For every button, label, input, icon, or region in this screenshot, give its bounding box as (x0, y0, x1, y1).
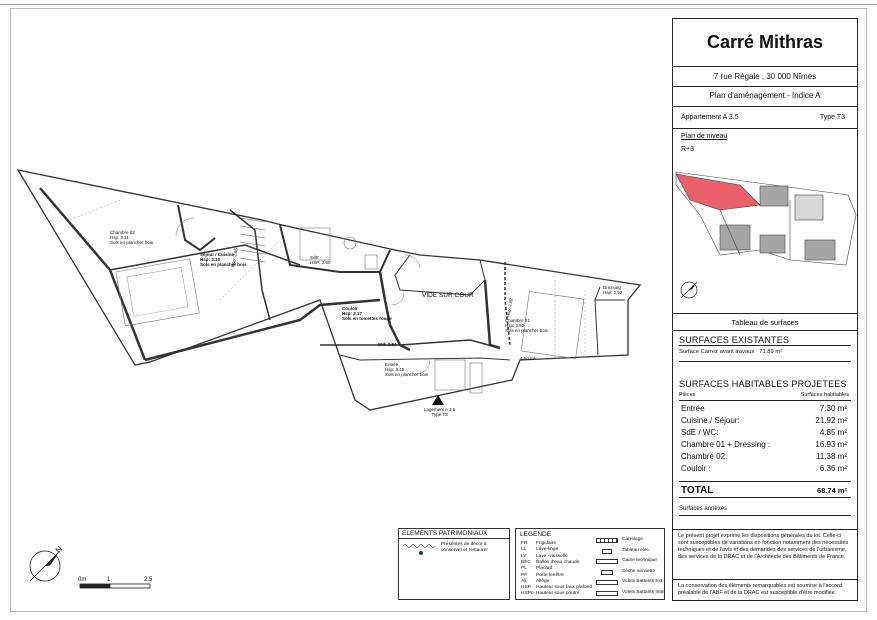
total-value: 68.74 m² (816, 486, 847, 495)
dim-label: Hsp: 2.65 (230, 247, 239, 268)
apartment-cell (673, 107, 857, 129)
apartment-type: Type T3 (819, 114, 845, 121)
tableau-title-cell (673, 314, 857, 331)
carrez-value: 71.89 m² (759, 349, 783, 355)
projetees-title: SURFACES HABITABLES PROJETEES (679, 379, 847, 389)
room-label-sejour: Séjour / Cuisine Hsp: 3.10 Sols en plancher bois (200, 252, 247, 268)
legende-code: All. (521, 578, 528, 584)
legende-label: Lave -vaisselle (536, 553, 568, 559)
ext-shutter-icon (596, 580, 618, 585)
tableau-title: Tableau de surfaces (731, 318, 799, 327)
scale-bar (80, 584, 150, 588)
dim-label: Hsp: 2.92 (505, 297, 514, 318)
total-label: TOTAL (681, 485, 714, 496)
legende-code: LL (521, 547, 527, 553)
tile-icon (596, 538, 618, 543)
elec-panel-icon (602, 549, 612, 554)
col-surfaces: Surfaces habitables (800, 392, 849, 398)
legende-label: Frigidaire (536, 541, 556, 546)
surface-row (681, 404, 847, 413)
apartment-label: Appartement A 3.5 (681, 114, 739, 121)
legende-symbol-label: Volets Battants Inter (622, 589, 665, 595)
legende-label: Hauteur sous poutre (536, 591, 580, 597)
project-name: Carré Mithras (706, 32, 824, 52)
existantes-title: SURFACES EXISTANTES (679, 335, 790, 345)
divider (679, 515, 851, 516)
legende-label: Hauteur sous faux plafond (536, 585, 593, 591)
level-label: R+3 (681, 146, 695, 153)
address-cell (673, 67, 857, 87)
legende-label: Allège (536, 578, 550, 584)
legende-symbol-label: Carrelage (622, 537, 644, 542)
carrez-label: Surface Carrez avant travaux (679, 349, 755, 355)
divider (679, 400, 851, 401)
annexes-title: Surfaces annexes (679, 506, 728, 512)
legende-label: Lave-linge (536, 547, 559, 553)
surface-value: 7.30 m² (819, 404, 847, 413)
scale-label-1: 1 (107, 577, 111, 583)
title-cell (673, 19, 857, 67)
legende-label: Porte fenêtre (536, 572, 564, 578)
plan-de-niveau-label: Plan de niveau (681, 133, 728, 140)
note-2: La conservation des éléments remarquables est soumise à l'accord préalable de l'ABF et de la DRAC est susceptible d'être modifiée. (678, 583, 842, 596)
dim-label: Wd: 2.64 (378, 342, 397, 347)
legende-code: PL (521, 566, 527, 572)
plan-title: Plan d'aménagement - Indice A (709, 91, 821, 100)
legende-box (515, 528, 665, 600)
surface-row (681, 416, 847, 425)
room-label-dressing: Dressing Hsp: 2.92 (603, 285, 623, 296)
surface-row (681, 440, 847, 449)
dim-label: 4.60 m² (520, 356, 536, 361)
north-compass-icon (30, 544, 64, 581)
key-plan-cell (673, 129, 857, 314)
legende-code: HSPo (521, 591, 534, 597)
plan-outline (18, 170, 640, 410)
legende-code: BEC (521, 559, 531, 565)
duct-icon (596, 559, 618, 564)
surface-piece: Couloir : (681, 464, 711, 473)
patrimoniaux-title: ELEMENTS PATRIMONIAUX (399, 529, 509, 539)
vide-sur-cour-label: VIDE SUR COUR (422, 292, 474, 299)
room-label-couloir: Couloir Hsp: 3.17 Sols en tomettes rouge (342, 306, 392, 322)
plan-wall (395, 255, 485, 295)
divider (679, 361, 851, 362)
int-shutter-icon (596, 591, 618, 596)
surface-row (681, 428, 847, 437)
legende-symbol-label: Gaine technique (622, 558, 657, 563)
legende-code: LV (521, 553, 527, 559)
patrimoniaux-item: Présentes de décor à conserver et restaurer (441, 542, 488, 553)
room-label-chambre-02: Chambre 02 Hsp: 3.11 Sols en plancher bois (110, 230, 154, 246)
room-label-chambre-01: Chambre 01 Hsp: 2.92 Sols en plancher bois (505, 318, 549, 334)
legende-code: HSP (521, 585, 531, 591)
surface-row (681, 464, 847, 473)
legende-symbol-label: Tableau elec. (622, 547, 651, 553)
surface-piece: Entrée (681, 404, 705, 413)
surface-piece: Chambre 01 + Dressing : (681, 440, 771, 449)
legende-code: FR (521, 541, 528, 546)
surface-value: 16.93 m² (815, 440, 847, 449)
plan-wall (595, 300, 598, 355)
plan-wall (320, 340, 500, 348)
logement-label: Logement A 3.5 Type T3 (424, 407, 456, 418)
legende-code: PF (521, 572, 528, 578)
title-block (672, 18, 858, 601)
room-label-entree: Entrée Hsp: 3.15 Sols en plancher bois (385, 362, 429, 378)
surface-value: 4.85 m² (819, 428, 847, 437)
carrez-row (679, 349, 782, 355)
plan-wall (280, 225, 390, 272)
towel-dryer-icon (601, 570, 613, 575)
plan-wall (40, 188, 145, 360)
legende-symbol-label: Volets Battants Ext. (622, 579, 664, 584)
patrimoniaux-box (398, 528, 510, 600)
legende-label: Placard (536, 566, 553, 572)
legende-label: Ballon d'eau chaude (536, 559, 580, 565)
surface-value: 11.38 m² (816, 452, 847, 461)
surface-value: 21.92 m² (815, 416, 847, 425)
legende-symbol-label: Sèche serviette (622, 568, 656, 574)
scale-label-2: 2.5 (144, 577, 153, 583)
scale-label-0: 0m (78, 577, 87, 583)
project-address: 7 rue Régale , 30 000 Nîmes (713, 72, 817, 81)
decor-wave-icon (403, 543, 438, 549)
col-pieces: Pièces (679, 392, 696, 398)
svg-text:N: N (53, 544, 65, 555)
surface-piece: Cuisine / Séjour: (681, 416, 740, 425)
plan-wall (485, 280, 500, 348)
plan-wall (178, 205, 215, 250)
legende-title: LEGENDE (520, 531, 552, 538)
divider (679, 497, 851, 498)
divider (679, 345, 851, 346)
divider (679, 481, 851, 482)
plan-title-cell (673, 87, 857, 107)
surface-value: 6.36 m² (819, 464, 847, 473)
room-label-sde: SdE HSP: 2.50 (310, 255, 331, 266)
decor-dot-icon (419, 551, 423, 555)
note-1: Le présent projet exprime les dispositions générales du lot. Celle-ci sont susceptibles de variations en fonction notamment des nécessités techniques et de l'avis et des demandes des services de l'urbanisme, des services de la DRAC et de l'Architecte des Bâtiments de France. (678, 533, 849, 560)
surface-row (681, 452, 847, 461)
surface-piece: Chambre 02: (681, 452, 728, 461)
surface-piece: SdE / WC: (681, 428, 719, 437)
plan-wall (340, 355, 510, 360)
